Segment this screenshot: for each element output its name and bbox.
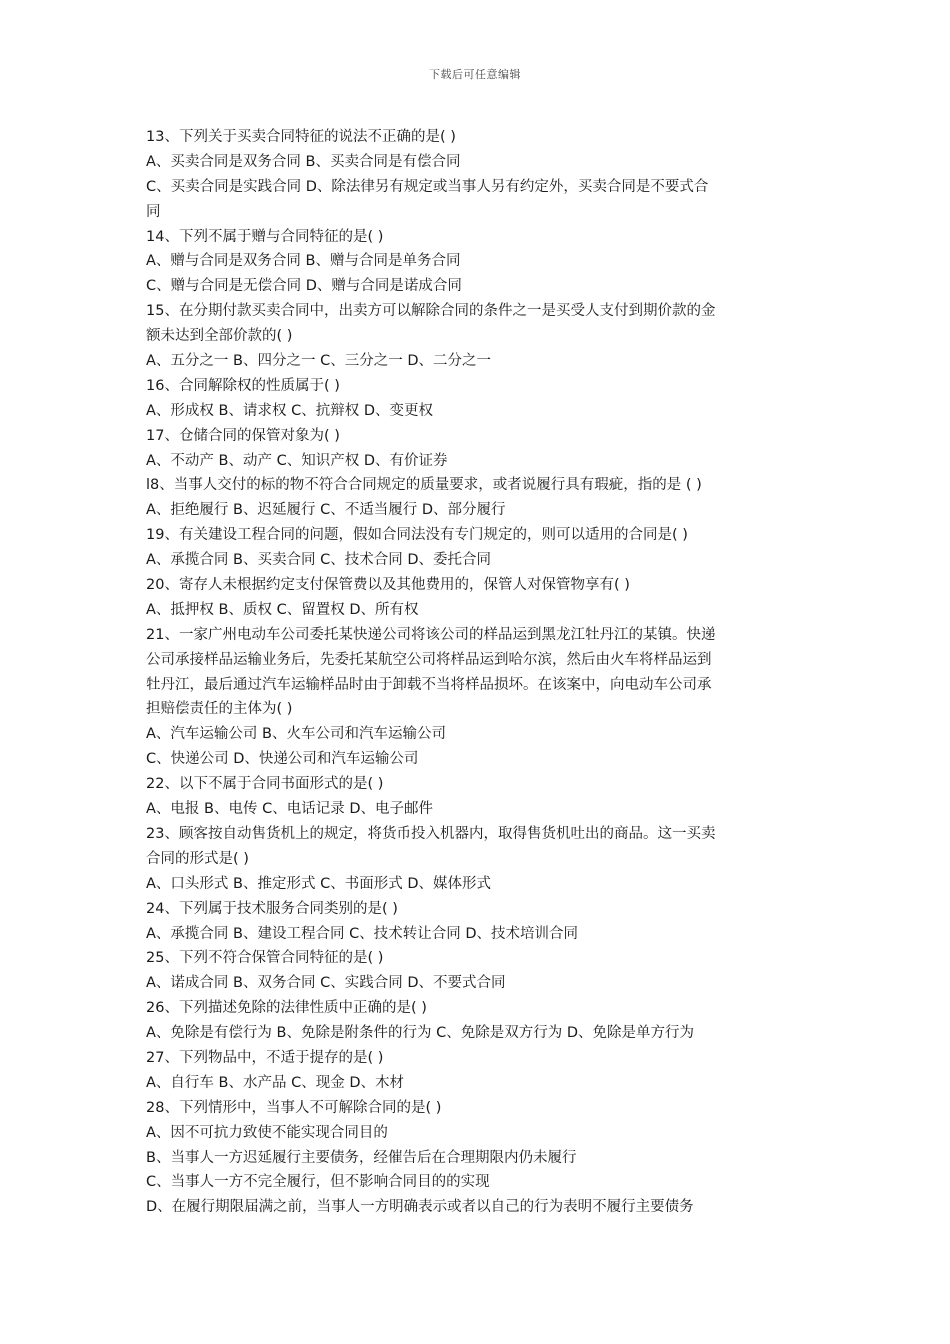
text-line: 13、下列关于买卖合同特征的说法不正确的是( ) (146, 129, 456, 145)
text-line: C、当事人一方不完全履行，但不影响合同目的的实现 (146, 1174, 490, 1191)
text-line: A、汽车运输公司 B、火车公司和汽车运输公司 (146, 726, 446, 743)
text-line: C、快递公司 D、快递公司和汽车运输公司 (146, 751, 419, 768)
text-line: A、拒绝履行 B、迟延履行 C、不适当履行 D、部分履行 (146, 502, 506, 519)
text-line: A、承揽合同 B、建设工程合同 C、技术转让合同 D、技术培训合同 (146, 925, 578, 942)
text-line: 28、下列情形中，当事人不可解除合同的是( ) (146, 1099, 442, 1116)
text-line: 公司承接样品运输业务后，先委托某航空公司将样品运到哈尔滨，然后由火车将样品运到 (146, 651, 712, 668)
text-line: A、自行车 B、水产品 C、现金 D、木材 (146, 1074, 404, 1091)
text-line: 19、有关建设工程合同的问题，假如合同法没有专门规定的，则可以适用的合同是( ) (146, 527, 688, 544)
text-line: A、不动产 B、动产 C、知识产权 D、有价证券 (146, 452, 448, 469)
text-line: 27、下列物品中，不适于提存的是( ) (146, 1049, 384, 1066)
text-line: 同 (146, 203, 161, 220)
text-line: l8、当事人交付的标的物不符合合同规定的质量要求，或者说履行具有瑕疵，指的是 ( ) (146, 477, 702, 494)
text-line: 14、下列不属于赠与合同特征的是( ) (146, 228, 384, 245)
text-line: A、买卖合同是双务合同 B、买卖合同是有偿合同 (146, 153, 461, 170)
text-line: D、在履行期限届满之前，当事人一方明确表示或者以自己的行为表明不履行主要债务 (146, 1199, 694, 1216)
text-line: 17、仓储合同的保管对象为( ) (146, 427, 340, 444)
text-line: A、承揽合同 B、买卖合同 C、技术合同 D、委托合同 (146, 552, 491, 569)
text-line: 20、寄存人未根据约定支付保管费以及其他费用的，保管人对保管物享有( ) (146, 577, 630, 594)
text-line: A、形成权 B、请求权 C、抗辩权 D、变更权 (146, 402, 433, 419)
text-line: A、口头形式 B、推定形式 C、书面形式 D、媒体形式 (146, 875, 491, 892)
text-line: C、买卖合同是实践合同 D、除法律另有规定或当事人另有约定外，买卖合同是不要式合 (146, 178, 709, 195)
text-line: 25、下列不符合保管合同特征的是( ) (146, 950, 384, 967)
document-body (146, 125, 812, 1220)
text-line: A、免除是有偿行为 B、免除是附条件的行为 C、免除是双方行为 D、免除是单方行为 (146, 1025, 694, 1042)
text-line: A、抵押权 B、质权 C、留置权 D、所有权 (146, 601, 419, 618)
text-line: 24、下列属于技术服务合同类别的是( ) (146, 900, 398, 917)
text-line: B、当事人一方迟延履行主要债务，经催告后在合理期限内仍未履行 (146, 1149, 577, 1166)
text-line: A、诺成合同 B、双务合同 C、实践合同 D、不要式合同 (146, 975, 506, 992)
text-line: 26、下列描述免除的法律性质中正确的是( ) (146, 1000, 427, 1017)
text-line: 21、一家广州电动车公司委托某快递公司将该公司的样品运到黑龙江牡丹江的某镇。快递 (146, 626, 716, 643)
text-line: A、赠与合同是双务合同 B、赠与合同是单务合同 (146, 253, 461, 270)
text-line: A、电报 B、电传 C、电话记录 D、电子邮件 (146, 801, 433, 818)
page-header: 下载后可任意编辑 (429, 68, 521, 81)
text-line: 15、在分期付款买卖合同中，出卖方可以解除合同的条件之一是买受人支付到期价款的金 (146, 303, 716, 320)
text-line: 23、顾客按自动售货机上的规定，将货币投入机器内，取得售货机吐出的商品。这一买卖 (146, 825, 716, 842)
text-line: 额未达到全部价款的( ) (146, 328, 293, 345)
text-line: 合同的形式是( ) (146, 850, 249, 867)
text-line: C、赠与合同是无偿合同 D、赠与合同是诺成合同 (146, 278, 462, 295)
text-line: A、因不可抗力致使不能实现合同目的 (146, 1124, 388, 1141)
text-line: 牡丹江，最后通过汽车运输样品时由于卸载不当将样品损坏。在该案中，向电动车公司承 (146, 676, 712, 693)
text-line: 担赔偿责任的主体为( ) (146, 701, 293, 718)
text-line: A、五分之一 B、四分之一 C、三分之一 D、二分之一 (146, 353, 491, 370)
text-line: 22、以下不属于合同书面形式的是( ) (146, 776, 384, 793)
text-line: 16、合同解除权的性质属于( ) (146, 377, 340, 394)
